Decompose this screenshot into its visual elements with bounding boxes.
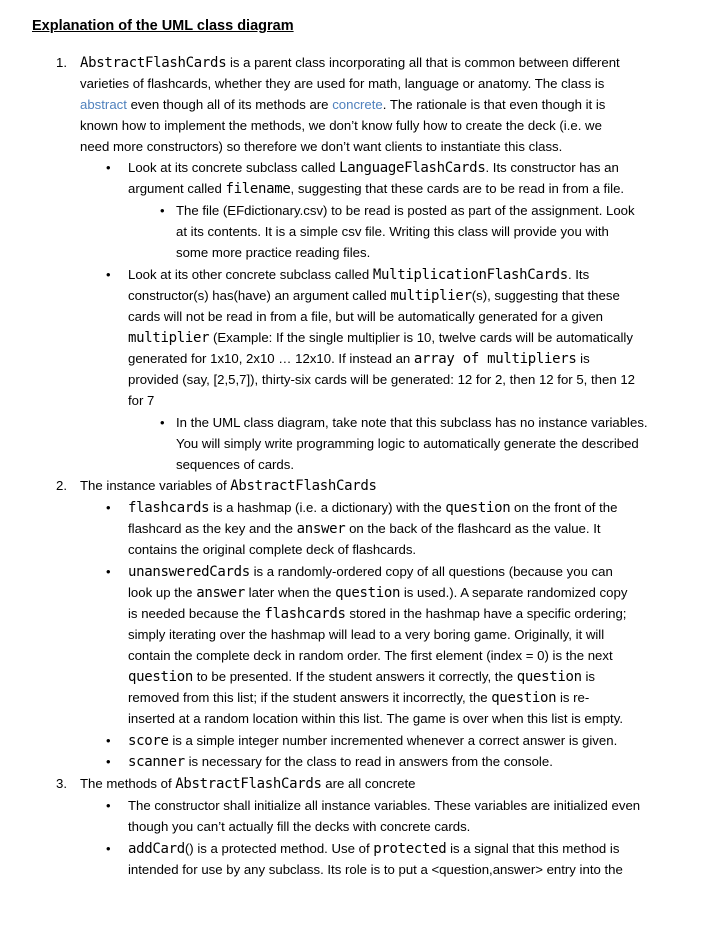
section-3-heading: The methods of AbstractFlashCards are all concrete [80, 776, 416, 792]
flashcards-line-3: contains the original complete deck of flashcards. [128, 542, 417, 557]
bullet: • [106, 841, 111, 856]
sub-bullet-2-line-1: In the UML class diagram, take note that this subclass has no instance variables. [176, 415, 648, 430]
bullet: • [106, 564, 111, 579]
constructor-line-1: The constructor shall initialize all instance variables. These variables are initialized even [128, 798, 641, 813]
bullet: • [160, 203, 165, 218]
section-1-line-5: need more constructors) so therefore we don’t want clients to instantiate this class. [80, 139, 563, 154]
section-1-line-2: varieties of flashcards, whether they are used for math, language or anatomy. The class is [80, 76, 605, 91]
bullet-2-line-5: generated for 1x10, 2x10 … 12x10. If instead an array of multipliers is [128, 351, 590, 367]
scanner-line: scanner is necessary for the class to read in answers from the console. [128, 754, 553, 770]
addcard-line-1: addCard() is a protected method. Use of protected is a signal that this method is [128, 841, 620, 857]
bullet-1-line-1: Look at its concrete subclass called LanguageFlashCards. Its constructor has an [128, 160, 619, 176]
addcard-line-2: intended for use by any subclass. Its role is to put a <question,answer> entry into the [128, 862, 623, 877]
flashcards-line-2: flashcard as the key and the answer on the back of the flashcard as the value. It [128, 521, 601, 537]
unanswered-line-7: removed from this list; if the student answers it incorrectly, the question is re- [128, 690, 590, 706]
list-number-2: 2. [56, 478, 67, 493]
bullet: • [106, 500, 111, 515]
unanswered-line-1: unansweredCards is a randomly-ordered copy of all questions (because you can [128, 564, 613, 580]
sub-bullet-2-line-3: sequences of cards. [176, 457, 295, 472]
bullet-2-line-3: cards will not be read in from a file, but will be automatically generated for a given [128, 309, 603, 324]
bullet-2-line-2: constructor(s) has(have) an argument called multiplier(s), suggesting that these [128, 288, 620, 304]
sub-bullet-1-line-1: The file (EFdictionary.csv) to be read is posted as part of the assignment. Look [176, 203, 635, 218]
unanswered-line-8: inserted at a random location within this list. The game is over when this list is empty. [128, 711, 623, 726]
bullet: • [106, 733, 111, 748]
sub-bullet-1-line-3: some more practice reading files. [176, 245, 371, 260]
score-line: score is a simple integer number incremented whenever a correct answer is given. [128, 733, 618, 749]
unanswered-line-6: question to be presented. If the student answers it correctly, the question is [128, 669, 595, 685]
constructor-line-2: though you can’t actually fill the decks with concrete cards. [128, 819, 471, 834]
unanswered-line-3: is needed because the flashcards stored in the hashmap have a specific ordering; [128, 606, 627, 622]
section-1-line-1: AbstractFlashCards is a parent class incorporating all that is common between different [80, 55, 620, 71]
section-2-heading: The instance variables of AbstractFlashCards [80, 478, 377, 494]
bullet-2-line-4: multiplier (Example: If the single multiplier is 10, twelve cards will be automatically [128, 330, 633, 346]
list-number-1: 1. [56, 55, 67, 70]
bullet: • [160, 415, 165, 430]
sub-bullet-2-line-2: You will simply write programming logic to automatically generate the described [176, 436, 639, 451]
bullet-1-line-2: argument called filename, suggesting that these cards are to be read in from a file. [128, 181, 625, 197]
bullet: • [106, 267, 111, 282]
bullet-2-line-7: for 7 [128, 393, 155, 408]
unanswered-line-2: look up the answer later when the question is used.). A separate randomized copy [128, 585, 628, 601]
page-title: Explanation of the UML class diagram [32, 18, 294, 34]
unanswered-line-5: contain the complete deck in random order. The first element (index = 0) is the next [128, 648, 613, 663]
section-1-line-4: known how to implement the methods, we don’t know fully how to create the deck (i.e. we [80, 118, 602, 133]
bullet-2-line-6: provided (say, [2,5,7]), thirty-six cards will be generated: 12 for 2, then 12 for 5, then 12 [128, 372, 636, 387]
bullet-2-line-1: Look at its other concrete subclass called MultiplicationFlashCards. Its [128, 267, 590, 283]
list-number-3: 3. [56, 776, 67, 791]
flashcards-line-1: flashcards is a hashmap (i.e. a dictionary) with the question on the front of the [128, 500, 618, 516]
bullet: • [106, 754, 111, 769]
bullet: • [106, 160, 111, 175]
bullet: • [106, 798, 111, 813]
unanswered-line-4: simply iterating over the hashmap will lead to a very boring game. Originally, it will [128, 627, 605, 642]
sub-bullet-1-line-2: at its contents. It is a simple csv file. Writing this class will provide you with [176, 224, 609, 239]
section-1-line-3: abstract even though all of its methods are concrete. The rationale is that even though it is [80, 97, 606, 112]
